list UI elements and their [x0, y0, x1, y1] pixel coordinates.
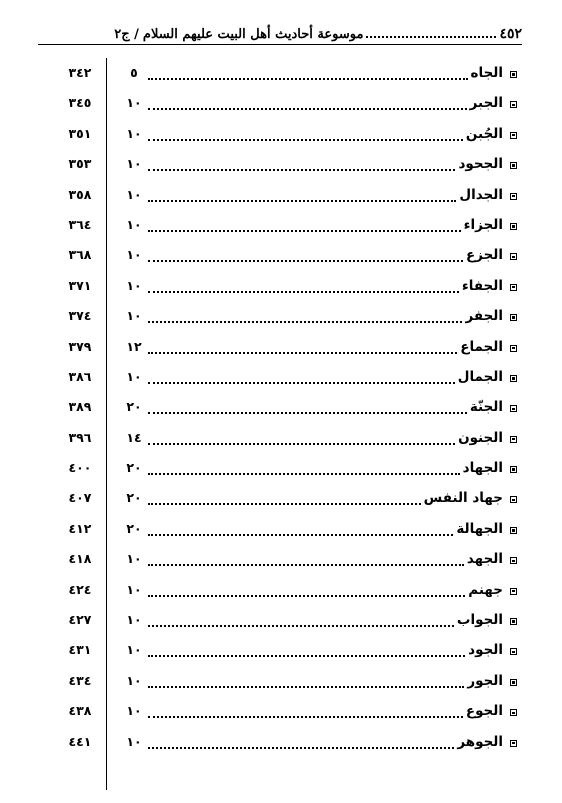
- entry-term: الجمال: [457, 368, 503, 385]
- entry-term: الجوع: [465, 703, 503, 720]
- index-entry: [0, 519, 562, 549]
- entry-count: ١٢: [126, 338, 142, 354]
- entry-term: الجفر: [465, 308, 503, 325]
- entry-count: ٢٠: [126, 460, 142, 476]
- entry-page-number: ٤٤١: [68, 733, 92, 749]
- entry-count: ١٠: [126, 581, 142, 597]
- leader-dots: [148, 747, 454, 749]
- leader-dots: [148, 139, 463, 141]
- page-header: [38, 20, 522, 42]
- entry-term: الجود: [468, 642, 503, 659]
- entry-page-number: ٤١٢: [68, 520, 92, 536]
- entry-page-number: ٣٤٢: [68, 65, 92, 80]
- index-entry: [0, 428, 562, 458]
- entry-term: الجدال: [459, 186, 503, 203]
- entry-term: الجور: [467, 672, 503, 689]
- entry-term: الجفاء: [461, 277, 503, 294]
- entry-page-number: ٤٣٨: [68, 703, 92, 719]
- entry-page-number: ٣٥٣: [68, 156, 92, 172]
- index-entry: [0, 154, 562, 184]
- leader-dots: [148, 352, 457, 354]
- entry-page-number: ٣٥١: [68, 125, 92, 141]
- entry-count: ١٠: [126, 186, 142, 202]
- entry-count: ١٠: [126, 368, 142, 384]
- entry-count: ١٠: [126, 733, 142, 749]
- entry-page-number: ٤٣١: [68, 642, 92, 658]
- square-bullet-icon: [510, 375, 517, 382]
- square-bullet-icon: [510, 314, 517, 321]
- header-rule: [38, 44, 522, 45]
- leader-dots: [148, 260, 463, 262]
- leader-dots: [148, 655, 465, 657]
- index-entry: [0, 549, 562, 579]
- index-entry: [0, 640, 562, 670]
- square-bullet-icon: [510, 284, 517, 291]
- entry-term: الجواب: [456, 612, 503, 629]
- index-entry: [0, 580, 562, 610]
- index-entry: [0, 397, 562, 427]
- header-leader-dots: [366, 36, 496, 38]
- leader-dots: [148, 321, 462, 323]
- index-list: [0, 63, 562, 762]
- square-bullet-icon: [510, 557, 517, 564]
- square-bullet-icon: [510, 648, 517, 655]
- square-bullet-icon: [510, 740, 517, 747]
- index-entry: [0, 701, 562, 731]
- index-entry: [0, 124, 562, 154]
- entry-term: الجبر: [469, 95, 503, 112]
- entry-term: الجماع: [460, 338, 503, 355]
- index-entry: [0, 367, 562, 397]
- index-entry: [0, 458, 562, 488]
- square-bullet-icon: [510, 405, 517, 412]
- entry-count: ١٠: [126, 612, 142, 628]
- square-bullet-icon: [510, 71, 517, 78]
- entry-page-number: ٤٠٧: [68, 490, 92, 506]
- square-bullet-icon: [510, 193, 517, 200]
- index-entry: [0, 215, 562, 245]
- entry-count: ٢٠: [126, 399, 142, 415]
- index-entry: [0, 63, 562, 93]
- leader-dots: [148, 230, 461, 232]
- entry-page-number: ٤٣٤: [68, 672, 92, 688]
- entry-page-number: ٣٩٦: [68, 429, 92, 445]
- index-entry: [0, 245, 562, 275]
- square-bullet-icon: [510, 223, 517, 230]
- entry-term: الجنّة: [469, 399, 503, 416]
- index-entry: [0, 671, 562, 701]
- index-entry: [0, 276, 562, 306]
- leader-dots: [148, 291, 459, 293]
- entry-count: ١٠: [126, 551, 142, 567]
- square-bullet-icon: [510, 709, 517, 716]
- square-bullet-icon: [510, 466, 517, 473]
- entry-term: الجهد: [466, 551, 503, 568]
- square-bullet-icon: [510, 436, 517, 443]
- leader-dots: [148, 412, 467, 414]
- square-bullet-icon: [510, 132, 517, 139]
- entry-page-number: ٣٧١: [68, 277, 92, 293]
- index-entry: [0, 185, 562, 215]
- entry-page-number: ٣٥٨: [68, 186, 92, 202]
- square-bullet-icon: [510, 162, 517, 169]
- entry-page-number: ٣٦٤: [68, 216, 92, 232]
- entry-term: جهنم: [468, 581, 503, 598]
- leader-dots: [148, 595, 465, 597]
- leader-dots: [148, 200, 456, 202]
- entry-page-number: ٣٨٦: [68, 368, 92, 384]
- entry-count: ١٠: [126, 672, 142, 688]
- index-entry: [0, 93, 562, 123]
- entry-count: ١٠: [126, 95, 142, 111]
- entry-page-number: ٣٨٩: [68, 399, 92, 415]
- entry-page-number: ٤٠٠: [68, 460, 92, 476]
- header-title: موسوعة أحاديث أهل البيت عليهم السلام: [142, 27, 364, 42]
- entry-count: ٢٠: [126, 520, 142, 536]
- square-bullet-icon: [510, 101, 517, 108]
- entry-term: جهاد النفس: [423, 490, 503, 507]
- entry-term: الجُبن: [465, 125, 503, 142]
- entry-page-number: ٣٧٤: [68, 308, 92, 324]
- leader-dots: [148, 564, 464, 566]
- entry-page-number: ٤٢٧: [68, 612, 92, 628]
- entry-page-number: ٤١٨: [68, 551, 92, 567]
- entry-term: الجزع: [465, 247, 503, 264]
- square-bullet-icon: [510, 496, 517, 503]
- entry-count: ١٠: [126, 703, 142, 719]
- index-entry: [0, 306, 562, 336]
- index-entry: [0, 488, 562, 518]
- leader-dots: [148, 716, 463, 718]
- entry-count: ١٠: [126, 247, 142, 263]
- entry-page-number: ٣٤٥: [68, 95, 92, 111]
- header-page-number: ٤٥٢: [499, 26, 522, 42]
- leader-dots: [148, 78, 468, 80]
- square-bullet-icon: [510, 527, 517, 534]
- leader-dots: [148, 625, 454, 627]
- entry-count: ٢٠: [126, 490, 142, 506]
- entry-term: الجوهر: [457, 733, 503, 750]
- leader-dots: [148, 169, 455, 171]
- leader-dots: [148, 503, 421, 505]
- entry-count: ١٠: [126, 216, 142, 232]
- header-volume: / ج٢: [114, 27, 139, 42]
- entry-term: الجنون: [458, 429, 503, 446]
- index-entry: [0, 610, 562, 640]
- entry-term: الجهاد: [462, 460, 503, 477]
- entry-term: الجحود: [458, 156, 503, 173]
- square-bullet-icon: [510, 618, 517, 625]
- entry-count: ١٠: [126, 642, 142, 658]
- entry-count: ١٠: [126, 156, 142, 172]
- leader-dots: [148, 473, 460, 475]
- entry-term: الجهالة: [456, 520, 503, 537]
- entry-page-number: ٣٦٨: [68, 247, 92, 263]
- leader-dots: [148, 108, 467, 110]
- entry-count: ١٠: [126, 125, 142, 141]
- entry-count: ١٤: [126, 429, 142, 445]
- entry-count: ٥: [130, 65, 138, 80]
- leader-dots: [148, 686, 464, 688]
- square-bullet-icon: [510, 588, 517, 595]
- entry-page-number: ٤٢٤: [68, 581, 92, 597]
- square-bullet-icon: [510, 345, 517, 352]
- entry-page-number: ٣٧٩: [68, 338, 92, 354]
- index-entry: [0, 337, 562, 367]
- entry-count: ١٠: [126, 277, 142, 293]
- leader-dots: [148, 382, 455, 384]
- leader-dots: [148, 443, 455, 445]
- entry-term: الجزاء: [463, 216, 503, 233]
- entry-count: ١٠: [126, 308, 142, 324]
- index-entry: [0, 732, 562, 762]
- leader-dots: [148, 534, 453, 536]
- square-bullet-icon: [510, 253, 517, 260]
- square-bullet-icon: [510, 679, 517, 686]
- entry-term: الجاه: [470, 65, 503, 81]
